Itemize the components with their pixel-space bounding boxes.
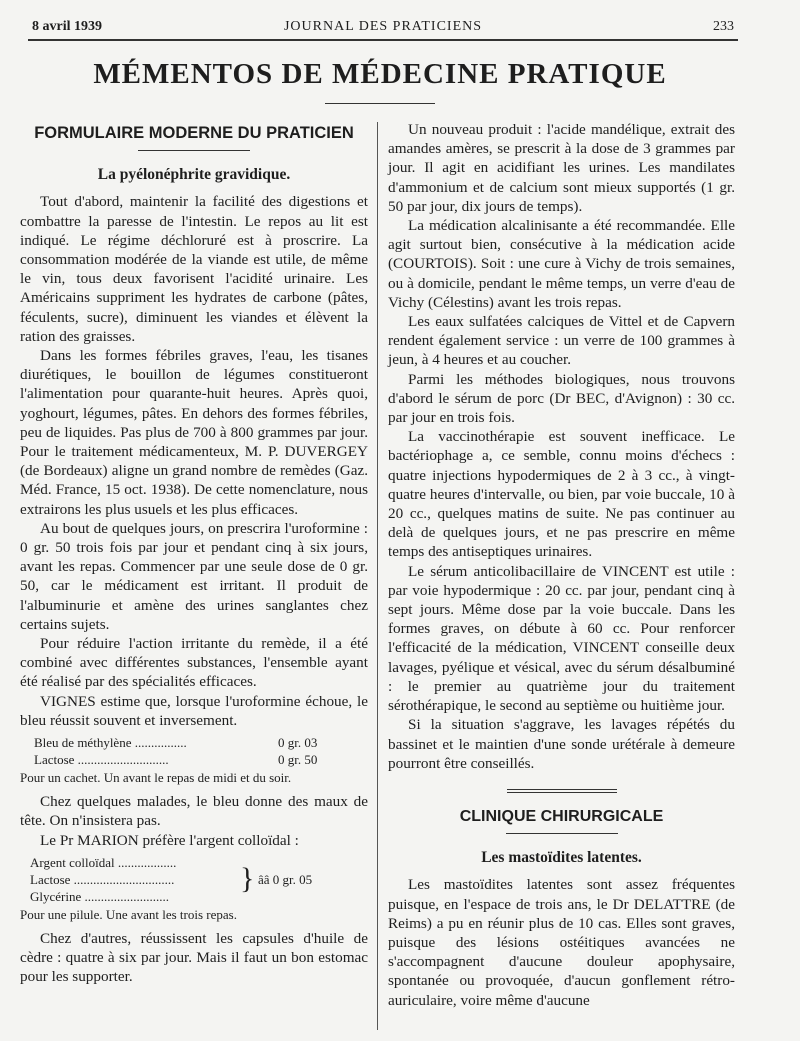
article-title-pyelonephrite: La pyélonéphrite gravidique.	[97, 166, 291, 184]
paragraph: Chez quelques malades, le bleu donne des maux de tête. On n'insistera pas.	[20, 793, 368, 830]
paragraph: Tout d'abord, maintenir la facilité des digestions et combattre la paresse de l'intestin. Le repos au lit est indiqué. Le régime déchloruré est à proscrire. La consommation modérée de la viande est utile, de même le vin, tous deux favorisent l'acidité urinaire. Les Américains suppriment les hydrates de carbone (pâtes, féculents, sucre), diminuent les viandes et élèvent la ration des graisses.	[20, 193, 368, 345]
right-column	[388, 120, 735, 1010]
ingredient-dose: 0 gr. 50	[278, 752, 318, 768]
prescription-2	[20, 854, 368, 905]
prescription-1	[20, 734, 368, 768]
decorative-rule	[507, 789, 617, 793]
section-title-clinique: CLINIQUE CHIRURGICALE	[459, 807, 664, 825]
paragraph: Un nouveau produit : l'acide mandélique, extrait des amandes amères, se prescrit à la dose de 3 grammes par jour. Il agit en acidifiant les urines. Les mandilates d'ammonium et de calcium sont mieux supportés (1 gr. 50 par jour, dix jours de temps).	[388, 121, 735, 215]
prescription-note: Pour un cachet. Un avant le repas de midi et du soir.	[20, 770, 292, 786]
ingredient-name: Lactose ...............................	[30, 871, 175, 887]
paragraph: VIGNES estime que, lorsque l'uroformine échoue, le bleu réussit souvent et inversement.	[20, 692, 368, 729]
header-journal-name: JOURNAL DES PRATICIENS	[283, 19, 483, 34]
ingredient-name: Argent colloïdal ..................	[30, 854, 177, 870]
ingredient-dose: 0 gr. 03	[278, 735, 318, 751]
paragraph: Les eaux sulfatées calciques de Vittel et de Capvern rendent également service : un verre de 100 grammes à jeun, à 4 heures et au coucher.	[388, 313, 735, 369]
paragraph: Parmi les méthodes biologiques, nous trouvons d'abord le sérum de porc (Dr BEC, d'Avignon) : 30 cc. par jour en trois fois.	[388, 370, 735, 427]
column-divider	[377, 122, 378, 1030]
paragraph: Si la situation s'aggrave, les lavages répétés du bassinet et le maintien d'une sonde urétérale à demeure pourront être conseillés.	[388, 716, 735, 772]
ingredient-name: Lactose ............................	[34, 752, 169, 768]
ingredient-name: Glycérine ..........................	[30, 888, 170, 904]
section-rule	[138, 150, 250, 151]
prescription-row	[20, 734, 368, 751]
paragraph: Dans les formes fébriles graves, l'eau, les tisanes diurétiques, le bouillon de légumes constitueront l'alimentation pour quarante-huit heures. Après quoi, yoghourt, légumes, pâtes. En dehors des formes fébriles, peu de liquides. Pas plus de 700 à 800 grammes par jour. Pour le traitement médicamenteux, M. P. DUVERGEY (de Bordeaux) aligne un grand nombre de remèdes (Gaz. Méd. France, 15 oct. 1938). De cette nomenclature, nous extrairons les plus usuels et les plus efficaces.	[20, 347, 368, 518]
left-column	[20, 124, 368, 986]
ingredient-name: Bleu de méthylène ................	[34, 735, 187, 751]
paragraph: Chez d'autres, réussissent les capsules d'huile de cèdre : quatre à six par jour. Mais il faut un bon estomac pour les supporter.	[20, 929, 368, 986]
article-title-mastoidites: Les mastoïdites latentes.	[481, 849, 642, 867]
section-rule	[506, 833, 618, 834]
header-date: 8 avril 1939	[32, 19, 102, 34]
paragraph: Pour réduire l'action irritante du remède, il a été combiné avec différentes substances, l'ensemble ayant été réalisé par des spécialités efficaces.	[20, 635, 368, 691]
paragraph: Le sérum anticolibacillaire de VINCENT est utile : par voie hypodermique : 20 cc. par jour, pendant cinq à sept jours. Même dose par la voie buccale. Dans les formes graves, on débute à 60 cc. Pour renforcer l'efficacité de la médication, VINCENT conseille deux lavages, pyélique et vésical, avec du sérum désalbuminé : le premier au quatrième jour du traitement sérothérapique, le second au septième ou huitième jour.	[388, 562, 735, 715]
brace-symbol: }	[240, 861, 255, 895]
title-rule	[325, 103, 435, 104]
section-title-formulaire: FORMULAIRE MODERNE DU PRATICIEN	[34, 124, 354, 142]
paragraph: Les mastoïdites latentes sont assez fréquentes puisque, en l'espace de trois ans, le Dr DELATTRE (de Reims) a pu en réunir plus de 10 cas. Elles sont graves, puisque des lésions ostéitiques avancées ne s'accompagnent d'aucune douleur apophysaire, spontanée ou provoquée, d'aucun gonflement rétro-auriculaire, voire même d'aucune	[388, 876, 735, 1009]
paragraph: Le Pr MARION préfère l'argent colloïdal :	[40, 831, 299, 849]
prescription-row	[20, 751, 368, 768]
paragraph: La vaccinothérapie est souvent inefficace. Le bactériophage a, ce semble, connu moins d'échecs : quatre injections hypodermiques de 2 à 3 cc., à vingt-quatre heures d'intervalle, ou bien, par voie buccale, 10 à 20 cc., quelques matins de suite. Ne pas continuer au delà de quelques jours, et ne pas prescrire en même temps des antiseptiques urinaires.	[388, 428, 735, 561]
header-page-number: 233	[713, 19, 734, 34]
main-title: MÉMENTOS DE MÉDECINE PRATIQUE	[93, 58, 667, 90]
ingredient-dose: ââ 0 gr. 05	[258, 871, 313, 887]
page-header	[28, 17, 738, 41]
paragraph: La médication alcalinisante a été recommandée. Elle agit surtout bien, consécutive à la médication acide (COURTOIS). Soit : une cure à Vichy de trois semaines, ou à domicile, pendant le même temps, un verre d'eau de Vichy (Célestins) avant les trois repas.	[388, 217, 735, 311]
prescription-note: Pour une pilule. Une avant les trois repas.	[20, 906, 237, 922]
paragraph: Au bout de quelques jours, on prescrira l'uroformine : 0 gr. 50 trois fois par jour et pendant cinq à six jours, avant les repas. Commencer par une seule dose de 0 gr. 50, car le médicament est irritant. Il produit de l'albuminurie et amène des urines sanglantes chez certains sujets.	[20, 519, 368, 633]
